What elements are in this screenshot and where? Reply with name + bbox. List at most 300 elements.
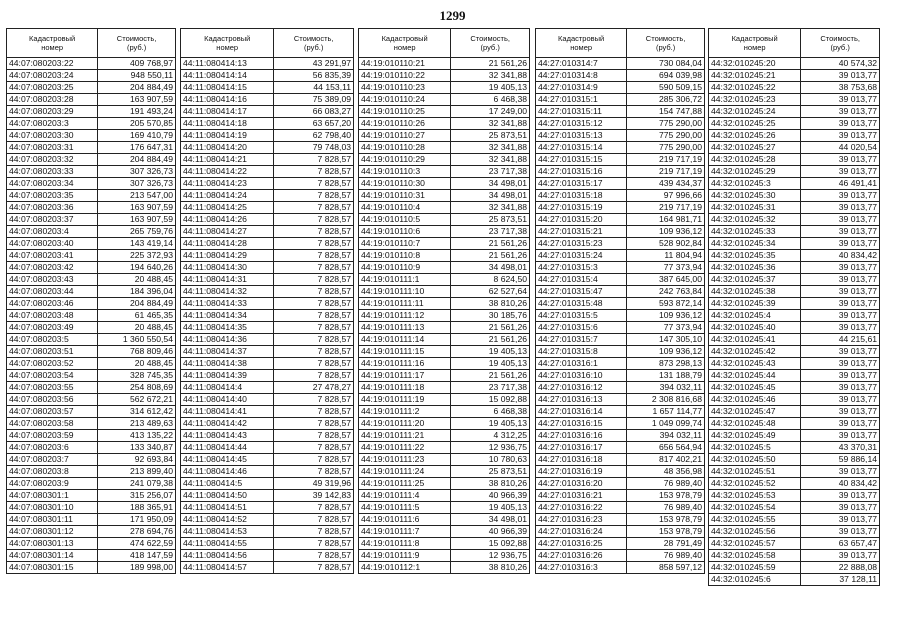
cadastral-number-cell: 44:27:010315:18	[536, 190, 627, 202]
table-row	[536, 502, 705, 514]
cadastral-number-cell: 44:32:010245:28	[709, 154, 801, 166]
table-row	[359, 262, 530, 274]
cadastral-number-cell: 44:27:010314:7	[536, 58, 627, 70]
table-row	[7, 274, 176, 286]
cost-cell: 76 989,40	[627, 502, 705, 514]
cadastral-number-cell: 44:27:010315:21	[536, 226, 627, 238]
table-row	[359, 298, 530, 310]
cost-cell: 153 978,79	[627, 514, 705, 526]
cost-cell: 656 564,94	[627, 442, 705, 454]
table-row	[181, 250, 354, 262]
cost-cell: 143 419,14	[98, 238, 176, 250]
cost-cell: 76 989,40	[627, 478, 705, 490]
cost-cell: 25 873,51	[451, 130, 530, 142]
cost-cell: 39 013,77	[801, 526, 880, 538]
cadastral-number-cell: 44:19:010111:25	[359, 478, 451, 490]
cadastral-number-cell: 44:19:010111:19	[359, 394, 451, 406]
cadastral-number-cell: 44:11:080414:35	[181, 322, 274, 334]
header-label: (руб.)	[304, 43, 324, 52]
cadastral-number-cell: 44:32:010245:21	[709, 70, 801, 82]
cost-cell: 188 365,91	[98, 502, 176, 514]
table-row	[709, 382, 880, 394]
cost-cell: 21 561,26	[451, 250, 530, 262]
cadastral-number-cell: 44:19:010111:7	[359, 526, 451, 538]
table-row	[359, 502, 530, 514]
table-row	[7, 310, 176, 322]
table-row	[7, 166, 176, 178]
table-row	[709, 346, 880, 358]
cadastral-number-cell: 44:11:080414:45	[181, 454, 274, 466]
table-row	[709, 274, 880, 286]
cost-cell: 46 491,41	[801, 178, 880, 190]
table-row	[181, 310, 354, 322]
cadastral-number-cell: 44:27:010316:16	[536, 430, 627, 442]
table-row	[181, 370, 354, 382]
table-row	[7, 178, 176, 190]
cost-cell: 28 791,49	[627, 538, 705, 550]
cost-cell: 204 884,49	[98, 298, 176, 310]
cadastral-number-cell: 44:27:010315:19	[536, 202, 627, 214]
header-label: номер	[743, 43, 766, 52]
table-row	[359, 118, 530, 130]
cadastral-number-cell: 44:11:080414:55	[181, 538, 274, 550]
cost-cell: 66 083,27	[274, 106, 354, 118]
cost-cell: 63 657,47	[801, 538, 880, 550]
cadastral-number-cell: 44:07:080203:6	[7, 442, 98, 454]
cost-cell: 15 092,88	[451, 538, 530, 550]
cadastral-number-cell: 44:27:010316:15	[536, 418, 627, 430]
cost-cell: 413 135,22	[98, 430, 176, 442]
cadastral-number-cell: 44:32:010245:22	[709, 82, 801, 94]
cadastral-number-cell: 44:11:080414:33	[181, 298, 274, 310]
table-row	[181, 538, 354, 550]
cadastral-number-cell: 44:27:010315:24	[536, 250, 627, 262]
cost-cell: 63 657,20	[274, 118, 354, 130]
cost-cell: 38 753,68	[801, 82, 880, 94]
table-row	[7, 190, 176, 202]
table-row	[536, 490, 705, 502]
cadastral-number-cell: 44:07:080203:9	[7, 478, 98, 490]
cost-cell: 7 828,57	[274, 322, 354, 334]
table-row	[181, 430, 354, 442]
cadastral-number-cell: 44:32:010245:54	[709, 502, 801, 514]
cost-cell: 39 013,77	[801, 550, 880, 562]
table-row	[536, 214, 705, 226]
header-cost	[627, 29, 705, 58]
cost-cell: 285 306,72	[627, 94, 705, 106]
table-row	[7, 514, 176, 526]
cost-cell: 184 396,04	[98, 286, 176, 298]
table-row	[359, 82, 530, 94]
table-row	[536, 82, 705, 94]
cadastral-number-cell: 44:11:080414:26	[181, 214, 274, 226]
cost-cell: 131 188,79	[627, 370, 705, 382]
cadastral-number-cell: 44:07:080203:22	[7, 58, 98, 70]
cadastral-number-cell: 44:19:010111:8	[359, 538, 451, 550]
cadastral-number-cell: 44:11:080414:23	[181, 178, 274, 190]
cadastral-number-cell: 44:11:080414:20	[181, 142, 274, 154]
cost-cell: 39 013,77	[801, 322, 880, 334]
table-row	[359, 526, 530, 538]
cost-cell: 17 249,00	[451, 106, 530, 118]
table-row	[536, 322, 705, 334]
table-row	[536, 262, 705, 274]
cadastral-number-cell: 44:32:010245:58	[709, 550, 801, 562]
table-row	[7, 346, 176, 358]
cadastral-number-cell: 44:27:010315:15	[536, 154, 627, 166]
cadastral-number-cell: 44:27:010316:12	[536, 382, 627, 394]
table-row	[181, 514, 354, 526]
table-row	[536, 394, 705, 406]
cadastral-number-cell: 44:19:010110:7	[359, 238, 451, 250]
cadastral-number-cell: 44:19:010111:18	[359, 382, 451, 394]
cadastral-number-cell: 44:32:010245:39	[709, 298, 801, 310]
cost-cell: 194 640,26	[98, 262, 176, 274]
table-row	[709, 286, 880, 298]
cost-cell: 694 039,98	[627, 70, 705, 82]
cost-cell: 7 828,57	[274, 178, 354, 190]
header-label: Стоимость,	[645, 34, 686, 43]
cadastral-number-cell: 44:19:010111:15	[359, 346, 451, 358]
table-row	[359, 478, 530, 490]
table-row	[709, 154, 880, 166]
table-row	[359, 286, 530, 298]
cadastral-number-cell: 44:11:080414:50	[181, 490, 274, 502]
cost-cell: 528 902,84	[627, 238, 705, 250]
cadastral-number-cell: 44:07:080203:7	[7, 454, 98, 466]
cost-cell: 44 215,61	[801, 334, 880, 346]
table-row	[709, 454, 880, 466]
cadastral-number-cell: 44:27:010316:21	[536, 490, 627, 502]
cadastral-number-cell: 44:32:010245:47	[709, 406, 801, 418]
cadastral-number-cell: 44:19:010110:9	[359, 262, 451, 274]
cost-cell: 20 488,45	[98, 274, 176, 286]
cadastral-number-cell: 44:32:010245:56	[709, 526, 801, 538]
cost-cell: 39 013,77	[801, 286, 880, 298]
cost-cell: 6 468,38	[451, 94, 530, 106]
table-row	[181, 82, 354, 94]
cadastral-number-cell: 44:32:010245:50	[709, 454, 801, 466]
cadastral-number-cell: 44:32:010245:4	[709, 310, 801, 322]
cadastral-number-cell: 44:32:010245:44	[709, 370, 801, 382]
cost-cell: 92 693,84	[98, 454, 176, 466]
cadastral-number-cell: 44:27:010316:22	[536, 502, 627, 514]
cost-cell: 27 478,27	[274, 382, 354, 394]
table-row	[359, 334, 530, 346]
header-label: (руб.)	[126, 43, 147, 52]
cost-cell: 56 835,39	[274, 70, 354, 82]
table-row	[359, 166, 530, 178]
cost-cell: 204 884,49	[98, 82, 176, 94]
cadastral-number-cell: 44:32:010245:27	[709, 142, 801, 154]
cost-cell: 278 694,76	[98, 526, 176, 538]
cost-cell: 23 717,38	[451, 226, 530, 238]
cadastral-number-cell: 44:19:010110:4	[359, 202, 451, 214]
table-row	[536, 370, 705, 382]
table-row	[181, 502, 354, 514]
table-row	[359, 274, 530, 286]
cadastral-number-cell: 44:27:010315:20	[536, 214, 627, 226]
cost-cell: 21 561,26	[451, 370, 530, 382]
cadastral-number-cell: 44:11:080414:56	[181, 550, 274, 562]
cadastral-number-cell: 44:07:080203:40	[7, 238, 98, 250]
cadastral-number-cell: 44:11:080414:28	[181, 238, 274, 250]
cost-cell: 61 465,35	[98, 310, 176, 322]
table-row	[359, 430, 530, 442]
table-row	[536, 430, 705, 442]
header-cost	[274, 29, 354, 58]
header-label: (руб.)	[480, 43, 500, 52]
table-row	[709, 538, 880, 550]
table-row	[7, 322, 176, 334]
cost-cell: 241 079,38	[98, 478, 176, 490]
cost-cell: 34 498,01	[451, 190, 530, 202]
cadastral-number-cell: 44:32:010245:26	[709, 130, 801, 142]
table-row	[7, 154, 176, 166]
table-row	[709, 214, 880, 226]
table-row	[181, 166, 354, 178]
table-row	[181, 106, 354, 118]
table-row	[7, 526, 176, 538]
cadastral-number-cell: 44:19:010111:12	[359, 310, 451, 322]
cost-cell: 40 834,42	[801, 250, 880, 262]
cadastral-number-cell: 44:07:080203:58	[7, 418, 98, 430]
table-row	[7, 118, 176, 130]
table-row	[7, 70, 176, 82]
cost-cell: 7 828,57	[274, 202, 354, 214]
cadastral-number-cell: 44:11:080414:43	[181, 430, 274, 442]
cadastral-number-cell: 44:11:080414:31	[181, 274, 274, 286]
table-row	[359, 538, 530, 550]
table-row	[7, 370, 176, 382]
table-row	[7, 478, 176, 490]
cost-cell: 7 828,57	[274, 454, 354, 466]
cadastral-number-cell: 44:11:080414:52	[181, 514, 274, 526]
table-row	[709, 298, 880, 310]
cost-cell: 11 804,94	[627, 250, 705, 262]
cadastral-number-cell: 44:19:010110:28	[359, 142, 451, 154]
table-row	[536, 58, 705, 70]
cadastral-number-cell: 44:07:080203:29	[7, 106, 98, 118]
page-number: 1299	[439, 8, 466, 23]
cost-cell: 77 373,94	[627, 262, 705, 274]
cadastral-number-cell: 44:32:010245:46	[709, 394, 801, 406]
table-row	[181, 466, 354, 478]
table-row	[181, 454, 354, 466]
cost-cell: 205 570,85	[98, 118, 176, 130]
cadastral-number-cell: 44:32:010245:3	[709, 178, 801, 190]
table-row	[709, 562, 880, 574]
table-row	[359, 466, 530, 478]
cost-cell: 328 745,35	[98, 370, 176, 382]
cost-cell: 39 013,77	[801, 94, 880, 106]
cadastral-number-cell: 44:27:010315:6	[536, 322, 627, 334]
cost-cell: 20 488,45	[98, 322, 176, 334]
cadastral-number-cell: 44:32:010245:38	[709, 286, 801, 298]
cadastral-number-cell: 44:11:080414:39	[181, 370, 274, 382]
cadastral-number-cell: 44:07:080203:57	[7, 406, 98, 418]
table-row	[536, 538, 705, 550]
cadastral-number-cell: 44:19:010111:5	[359, 502, 451, 514]
cost-cell: 7 828,57	[274, 514, 354, 526]
table-row	[536, 286, 705, 298]
cost-cell: 39 013,77	[801, 382, 880, 394]
table-row	[7, 94, 176, 106]
cadastral-number-cell: 44:27:010315:16	[536, 166, 627, 178]
table-row	[536, 190, 705, 202]
cadastral-number-cell: 44:11:080414:21	[181, 154, 274, 166]
cost-cell: 43 370,31	[801, 442, 880, 454]
cadastral-number-cell: 44:19:010112:1	[359, 562, 451, 574]
cadastral-number-cell: 44:07:080203:49	[7, 322, 98, 334]
table-row	[359, 70, 530, 82]
table-row	[359, 94, 530, 106]
table-row	[181, 358, 354, 370]
table-row	[709, 430, 880, 442]
table-row	[536, 70, 705, 82]
cost-cell: 204 884,49	[98, 154, 176, 166]
cost-cell: 39 013,77	[801, 166, 880, 178]
table-row	[7, 406, 176, 418]
table-row	[536, 166, 705, 178]
cost-cell: 39 013,77	[801, 106, 880, 118]
table-row	[709, 322, 880, 334]
cost-cell: 314 612,42	[98, 406, 176, 418]
table-row	[536, 454, 705, 466]
cadastral-number-cell: 44:27:010315:1	[536, 94, 627, 106]
table-row	[536, 142, 705, 154]
table-row	[7, 454, 176, 466]
table-row	[181, 238, 354, 250]
cadastral-number-cell: 44:19:010111:4	[359, 490, 451, 502]
table-row	[536, 250, 705, 262]
cadastral-number-cell: 44:27:010316:23	[536, 514, 627, 526]
cadastral-number-cell: 44:19:010111:23	[359, 454, 451, 466]
cadastral-number-cell: 44:11:080414:29	[181, 250, 274, 262]
cadastral-number-cell: 44:11:080414:51	[181, 502, 274, 514]
cost-cell: 153 978,79	[627, 526, 705, 538]
table-row	[359, 190, 530, 202]
cadastral-number-cell: 44:19:010110:27	[359, 130, 451, 142]
cadastral-number-cell: 44:19:010110:3	[359, 166, 451, 178]
cost-cell: 254 808,69	[98, 382, 176, 394]
cost-cell: 40 966,39	[451, 526, 530, 538]
table-row	[709, 574, 880, 586]
cost-cell: 7 828,57	[274, 502, 354, 514]
header-cadastral-number	[536, 29, 627, 58]
cadastral-table-4	[535, 28, 705, 574]
table-row	[709, 406, 880, 418]
cadastral-number-cell: 44:19:010111:11	[359, 298, 451, 310]
cadastral-number-cell: 44:27:010316:10	[536, 370, 627, 382]
cadastral-number-cell: 44:27:010315:7	[536, 334, 627, 346]
cadastral-number-cell: 44:32:010245:29	[709, 166, 801, 178]
header-label: номер	[41, 43, 64, 52]
cadastral-number-cell: 44:11:080414:34	[181, 310, 274, 322]
cost-cell: 7 828,57	[274, 262, 354, 274]
table-row	[709, 130, 880, 142]
cost-cell: 562 672,21	[98, 394, 176, 406]
table-row	[181, 418, 354, 430]
cadastral-number-cell: 44:11:080414:57	[181, 562, 274, 574]
cost-cell: 213 899,40	[98, 466, 176, 478]
table-row	[709, 310, 880, 322]
table-row	[709, 238, 880, 250]
table-row	[536, 238, 705, 250]
table-row	[709, 82, 880, 94]
cost-cell: 873 298,13	[627, 358, 705, 370]
cost-cell: 418 147,59	[98, 550, 176, 562]
table-row	[7, 490, 176, 502]
header-label: Стоимость,	[470, 34, 510, 43]
table-row	[536, 118, 705, 130]
cost-cell: 163 907,59	[98, 214, 176, 226]
table-row	[7, 442, 176, 454]
cadastral-number-cell: 44:11:080414:14	[181, 70, 274, 82]
cost-cell: 32 341,88	[451, 202, 530, 214]
table-row	[709, 70, 880, 82]
table-row	[7, 394, 176, 406]
cadastral-number-cell: 44:32:010245:31	[709, 202, 801, 214]
cadastral-number-cell: 44:07:080203:3	[7, 118, 98, 130]
table-row	[359, 370, 530, 382]
cost-cell: 39 013,77	[801, 70, 880, 82]
cadastral-number-cell: 44:07:080203:28	[7, 94, 98, 106]
cadastral-number-cell: 44:19:010110:5	[359, 214, 451, 226]
cadastral-number-cell: 44:27:010315:48	[536, 298, 627, 310]
cost-cell: 730 084,04	[627, 58, 705, 70]
table-header-row	[709, 29, 880, 58]
header-label: (руб.)	[655, 43, 676, 52]
cadastral-number-cell: 44:27:010316:3	[536, 562, 627, 574]
table-row	[536, 550, 705, 562]
cost-cell: 44 020,54	[801, 142, 880, 154]
cost-cell: 154 747,88	[627, 106, 705, 118]
cadastral-number-cell: 44:19:010111:1	[359, 274, 451, 286]
header-label: номер	[216, 43, 239, 52]
cost-cell: 7 828,57	[274, 550, 354, 562]
table-row	[7, 58, 176, 70]
header-cost	[98, 29, 176, 58]
cost-cell: 34 498,01	[451, 178, 530, 190]
cadastral-number-cell: 44:27:010316:17	[536, 442, 627, 454]
table-row	[7, 466, 176, 478]
cost-cell: 25 873,51	[451, 466, 530, 478]
table-row	[709, 334, 880, 346]
cadastral-number-cell: 44:11:080414:36	[181, 334, 274, 346]
cadastral-number-cell: 44:11:080414:41	[181, 406, 274, 418]
cost-cell: 39 013,77	[801, 358, 880, 370]
cadastral-number-cell: 44:27:010316:1	[536, 358, 627, 370]
cadastral-number-cell: 44:32:010245:40	[709, 322, 801, 334]
table-row	[536, 514, 705, 526]
cost-cell: 775 290,00	[627, 142, 705, 154]
cost-cell: 39 013,77	[801, 298, 880, 310]
table-row	[181, 322, 354, 334]
cost-cell: 219 717,19	[627, 202, 705, 214]
cadastral-number-cell: 44:11:080414:42	[181, 418, 274, 430]
table-row	[181, 478, 354, 490]
cost-cell: 7 828,57	[274, 418, 354, 430]
cadastral-number-cell: 44:07:080203:37	[7, 214, 98, 226]
table-row	[709, 262, 880, 274]
cadastral-number-cell: 44:32:010245:51	[709, 466, 801, 478]
cost-cell: 265 759,76	[98, 226, 176, 238]
cost-cell: 39 013,77	[801, 118, 880, 130]
cadastral-number-cell: 44:07:080301:1	[7, 490, 98, 502]
cadastral-number-cell: 44:27:010315:11	[536, 106, 627, 118]
cadastral-number-cell: 44:19:010110:31	[359, 190, 451, 202]
